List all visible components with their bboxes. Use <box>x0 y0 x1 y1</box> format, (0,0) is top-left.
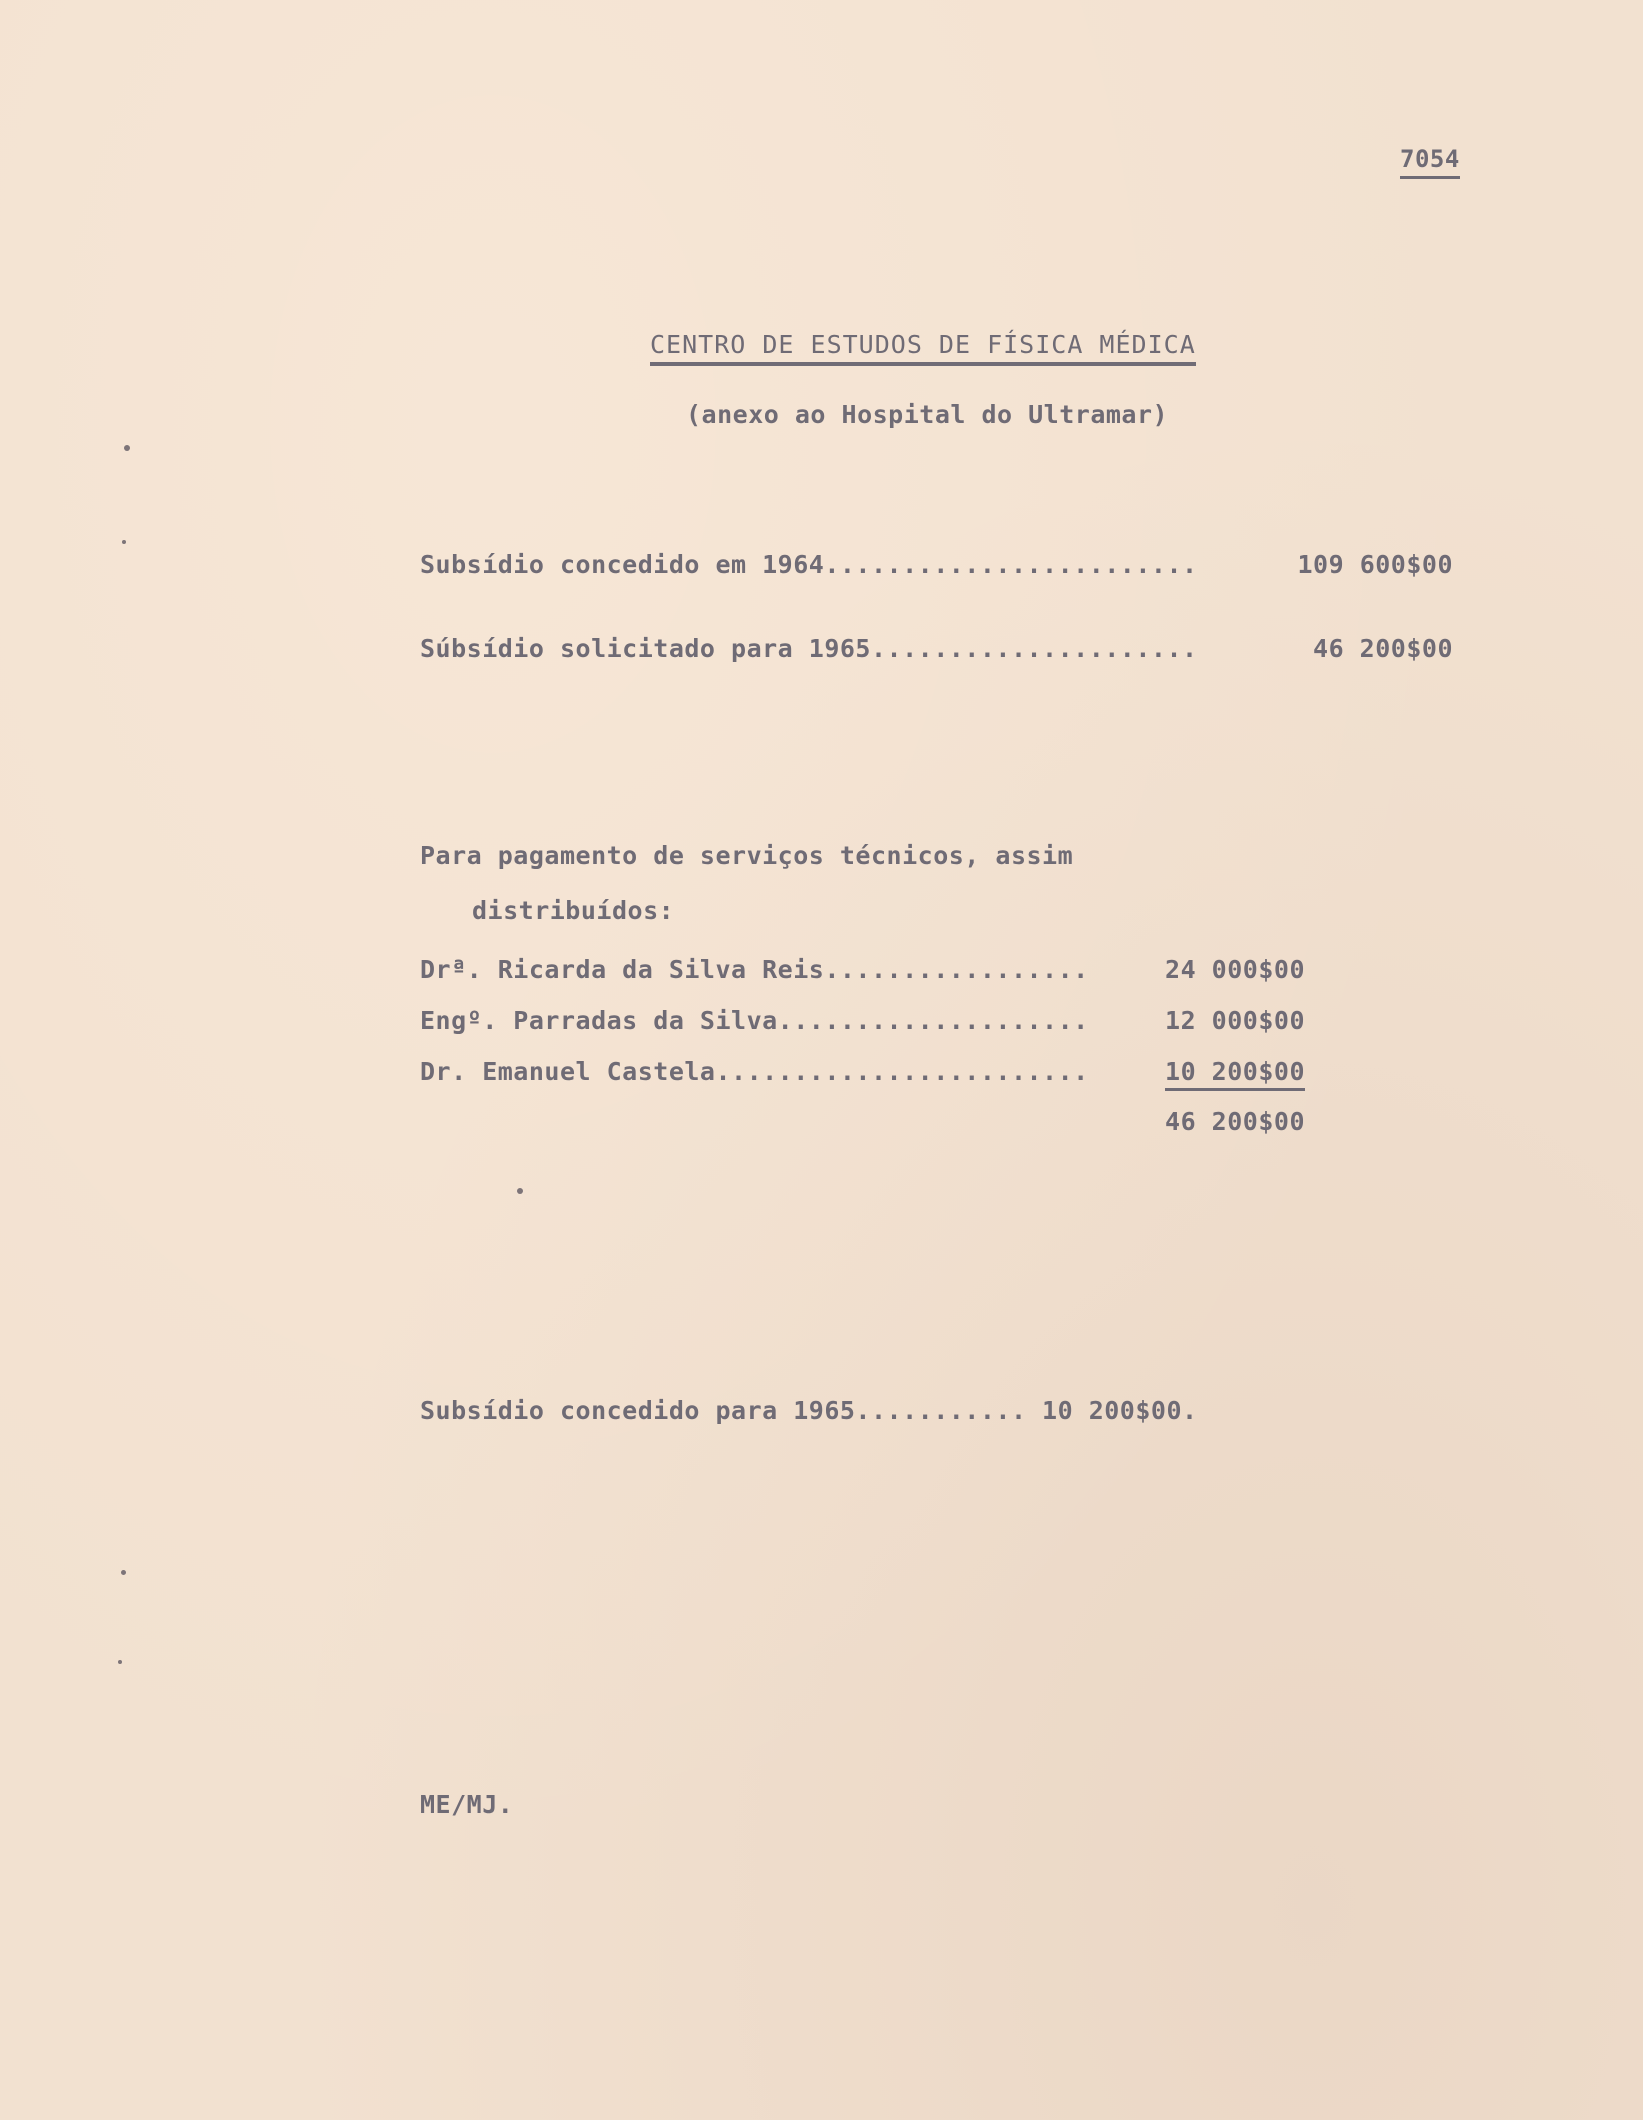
paper-speck <box>124 445 130 451</box>
subsidy-1964-amount: 109 600$00 <box>1297 550 1453 579</box>
paper-speck <box>122 540 126 544</box>
distribution-name-3: Dr. Emanuel Castela........................ <box>420 1057 1089 1086</box>
paper-speck <box>121 1570 126 1575</box>
document-title: CENTRO DE ESTUDOS DE FÍSICA MÉDICA <box>650 330 1196 366</box>
distribution-amount-3: 10 200$00 <box>1165 1057 1305 1091</box>
subsidy-granted-1965: Subsídio concedido para 1965........... 10 200$00. <box>420 1396 1198 1425</box>
distribution-amount-1: 24 000$00 <box>1165 955 1305 984</box>
reference-number: 7054 <box>1400 144 1460 179</box>
paper-speck <box>517 1188 523 1194</box>
typist-initials: ME/MJ. <box>420 1790 514 1819</box>
paper-speck <box>118 1660 122 1664</box>
subsidy-1964-label: Subsídio concedido em 1964........................ <box>420 550 1198 579</box>
distribution-amount-2: 12 000$00 <box>1165 1006 1305 1035</box>
payment-intro-line-2: distribuídos: <box>472 896 675 925</box>
document-subtitle: (anexo ao Hospital do Ultramar) <box>686 400 1169 429</box>
subsidy-1965-requested-label: Súbsídio solicitado para 1965..................... <box>420 634 1198 663</box>
distribution-name-2: Engº. Parradas da Silva.................... <box>420 1006 1089 1035</box>
distribution-total: 46 200$00 <box>1165 1107 1305 1136</box>
distribution-name-1: Drª. Ricarda da Silva Reis................. <box>420 955 1089 984</box>
subsidy-1965-requested-amount: 46 200$00 <box>1313 634 1453 663</box>
payment-intro-line-1: Para pagamento de serviços técnicos, assim <box>420 841 1074 870</box>
